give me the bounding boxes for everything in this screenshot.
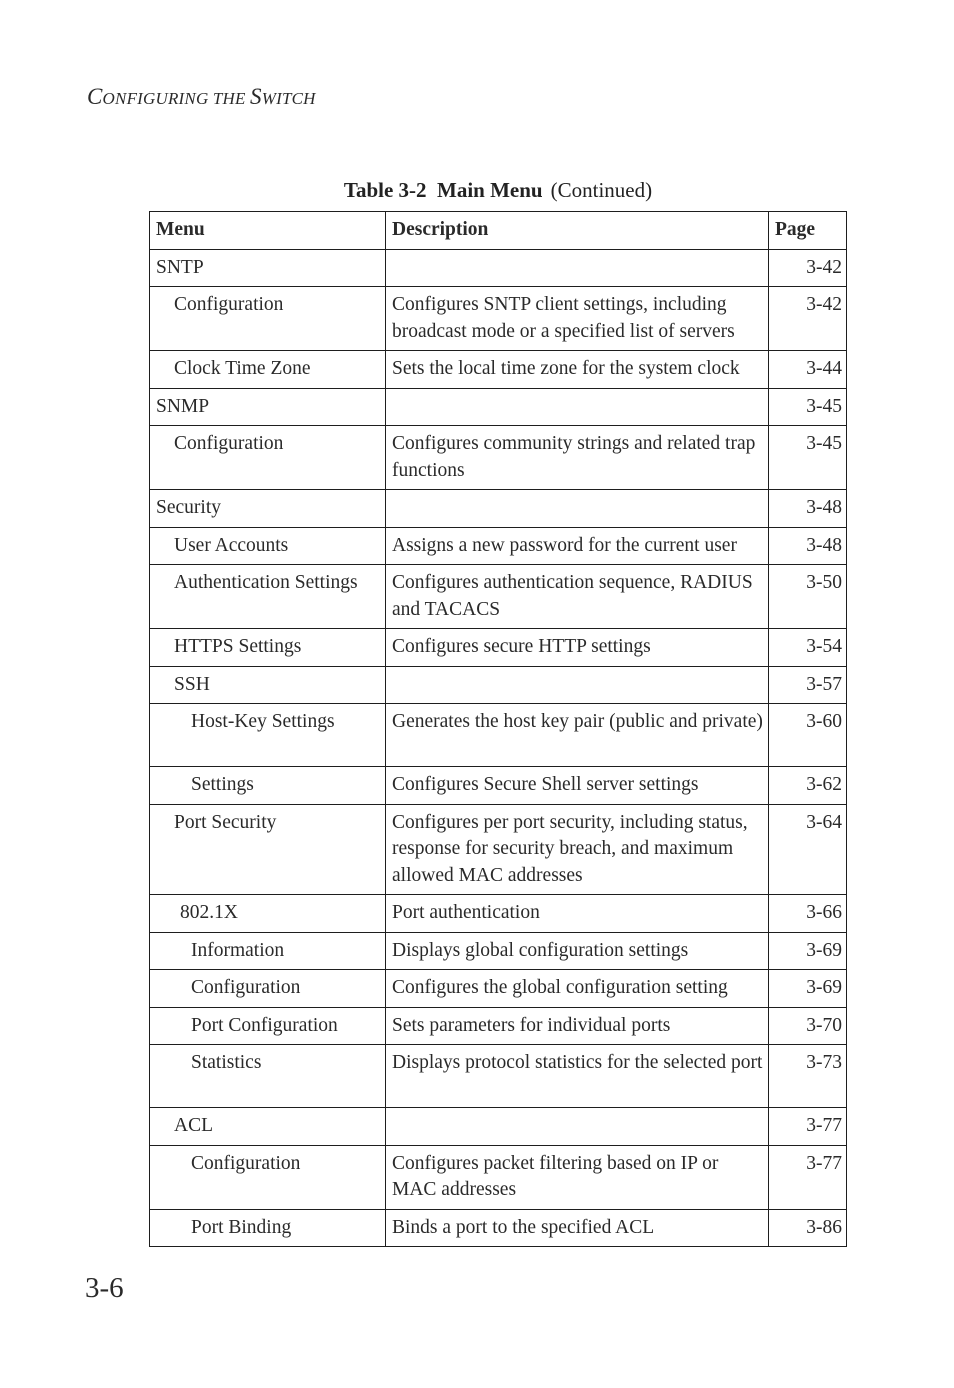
table-caption-label: Table 3-2 Main Menu xyxy=(343,178,543,202)
menu-cell xyxy=(150,767,386,805)
running-header-c: C xyxy=(87,84,103,109)
description-cell: Displays protocol statistics for the selected port xyxy=(386,1045,769,1108)
page-cell: 3-48 xyxy=(769,490,847,528)
main-menu-table xyxy=(149,211,847,1247)
page-cell: 3-42 xyxy=(769,249,847,287)
description-cell xyxy=(386,1108,769,1146)
table-row xyxy=(150,287,847,351)
table-row xyxy=(150,804,847,895)
menu-cell xyxy=(150,629,386,667)
table-row xyxy=(150,249,847,287)
menu-label: Port Configuration xyxy=(191,1014,338,1036)
menu-label: Configuration xyxy=(174,433,284,454)
description-cell: Sets parameters for individual ports xyxy=(386,1007,769,1045)
page-cell: 3-86 xyxy=(769,1209,847,1247)
menu-label: ACL xyxy=(174,1115,213,1136)
menu-label: SNTP xyxy=(156,256,204,278)
table-row xyxy=(150,565,847,629)
menu-label: Settings xyxy=(191,774,254,795)
menu-cell xyxy=(150,895,386,933)
menu-cell xyxy=(150,490,386,528)
menu-label: User Accounts xyxy=(174,534,289,556)
table-row xyxy=(150,1045,847,1108)
menu-cell xyxy=(150,426,386,490)
description-cell: Configures SNTP client settings, including broadcast mode or a specified list of servers xyxy=(386,287,769,351)
description-cell: Configures Secure Shell server settings xyxy=(386,767,769,805)
table-row xyxy=(150,351,847,389)
menu-label: Information xyxy=(191,939,285,961)
table-row xyxy=(150,666,847,704)
description-cell: Binds a port to the specified ACL xyxy=(386,1209,769,1247)
description-cell xyxy=(386,666,769,704)
menu-cell xyxy=(150,666,386,704)
page-cell: 3-44 xyxy=(769,351,847,389)
description-cell: Assigns a new password for the current user xyxy=(386,527,769,565)
menu-cell xyxy=(150,1209,386,1247)
page-cell: 3-77 xyxy=(769,1145,847,1209)
table-row xyxy=(150,388,847,426)
menu-label: Statistics xyxy=(191,1052,262,1073)
page-cell: 3-60 xyxy=(769,704,847,767)
table-row xyxy=(150,1108,847,1146)
description-cell: Port authentication xyxy=(386,895,769,933)
column-header-description: Description xyxy=(386,212,769,250)
table-row xyxy=(150,767,847,805)
running-header-onfiguring: ONFIGURING THE xyxy=(102,89,251,108)
menu-label: 802.1X xyxy=(180,902,238,923)
page-cell: 3-48 xyxy=(769,527,847,565)
table-row xyxy=(150,1145,847,1209)
table-row xyxy=(150,629,847,667)
description-cell: Configures the global configuration setting xyxy=(386,970,769,1008)
page-cell: 3-45 xyxy=(769,388,847,426)
table-row xyxy=(150,932,847,970)
page-number: 3-6 xyxy=(85,1272,124,1304)
menu-label: Port Binding xyxy=(191,1216,292,1238)
menu-label: Authentication Settings xyxy=(174,572,358,593)
description-cell: Configures community strings and related trap functions xyxy=(386,426,769,490)
page-cell: 3-66 xyxy=(769,895,847,933)
table-row xyxy=(150,1209,847,1247)
page-cell: 3-77 xyxy=(769,1108,847,1146)
menu-label: Host-Key Settings xyxy=(191,711,335,732)
page-cell: 3-69 xyxy=(769,932,847,970)
table-row xyxy=(150,527,847,565)
running-header-s: S xyxy=(250,84,262,109)
menu-label: Port Security xyxy=(174,811,277,833)
menu-label: HTTPS Settings xyxy=(174,636,302,657)
page-cell: 3-70 xyxy=(769,1007,847,1045)
menu-cell xyxy=(150,351,386,389)
menu-label: Configuration xyxy=(191,977,301,998)
menu-cell xyxy=(150,704,386,767)
page-cell: 3-73 xyxy=(769,1045,847,1108)
menu-cell xyxy=(150,970,386,1008)
menu-cell xyxy=(150,1145,386,1209)
menu-label: Configuration xyxy=(174,294,284,315)
description-cell xyxy=(386,388,769,426)
description-cell xyxy=(386,490,769,528)
menu-label: SNMP xyxy=(156,395,210,417)
description-cell: Generates the host key pair (public and private) xyxy=(386,704,769,767)
menu-cell xyxy=(150,804,386,895)
page-cell: 3-54 xyxy=(769,629,847,667)
table-row xyxy=(150,704,847,767)
column-header-menu: Menu xyxy=(150,212,386,250)
table-row xyxy=(150,895,847,933)
page-cell: 3-42 xyxy=(769,287,847,351)
menu-cell xyxy=(150,1007,386,1045)
menu-cell xyxy=(150,1045,386,1108)
page-cell: 3-64 xyxy=(769,804,847,895)
table-row xyxy=(150,1007,847,1045)
table-row xyxy=(150,426,847,490)
menu-cell xyxy=(150,527,386,565)
description-cell: Displays global configuration settings xyxy=(386,932,769,970)
menu-cell xyxy=(150,287,386,351)
table-row xyxy=(150,970,847,1008)
page-cell: 3-45 xyxy=(769,426,847,490)
table-row xyxy=(150,490,847,528)
table-caption xyxy=(150,178,846,203)
table-caption-continued: (Continued) xyxy=(550,178,653,202)
page-cell: 3-69 xyxy=(769,970,847,1008)
page-cell: 3-57 xyxy=(769,666,847,704)
menu-label: Configuration xyxy=(191,1152,301,1174)
menu-cell xyxy=(150,388,386,426)
menu-cell xyxy=(150,249,386,287)
description-cell: Sets the local time zone for the system clock xyxy=(386,351,769,389)
column-header-page: Page xyxy=(769,212,847,250)
menu-cell xyxy=(150,932,386,970)
description-cell: Configures packet filtering based on IP or MAC addresses xyxy=(386,1145,769,1209)
running-header-witch: WITCH xyxy=(261,89,316,108)
description-cell: Configures authentication sequence, RADIUS and TACACS xyxy=(386,565,769,629)
description-cell xyxy=(386,249,769,287)
description-cell: Configures per port security, including status, response for security breach, and maximum allowed MAC addresses xyxy=(386,804,769,895)
table-header-row xyxy=(150,212,847,250)
running-header xyxy=(87,84,316,110)
menu-label: Clock Time Zone xyxy=(174,358,311,379)
menu-label: SSH xyxy=(174,673,210,695)
menu-label: Security xyxy=(156,497,221,518)
page-cell: 3-50 xyxy=(769,565,847,629)
menu-cell xyxy=(150,565,386,629)
description-cell: Configures secure HTTP settings xyxy=(386,629,769,667)
menu-cell xyxy=(150,1108,386,1146)
page-cell: 3-62 xyxy=(769,767,847,805)
